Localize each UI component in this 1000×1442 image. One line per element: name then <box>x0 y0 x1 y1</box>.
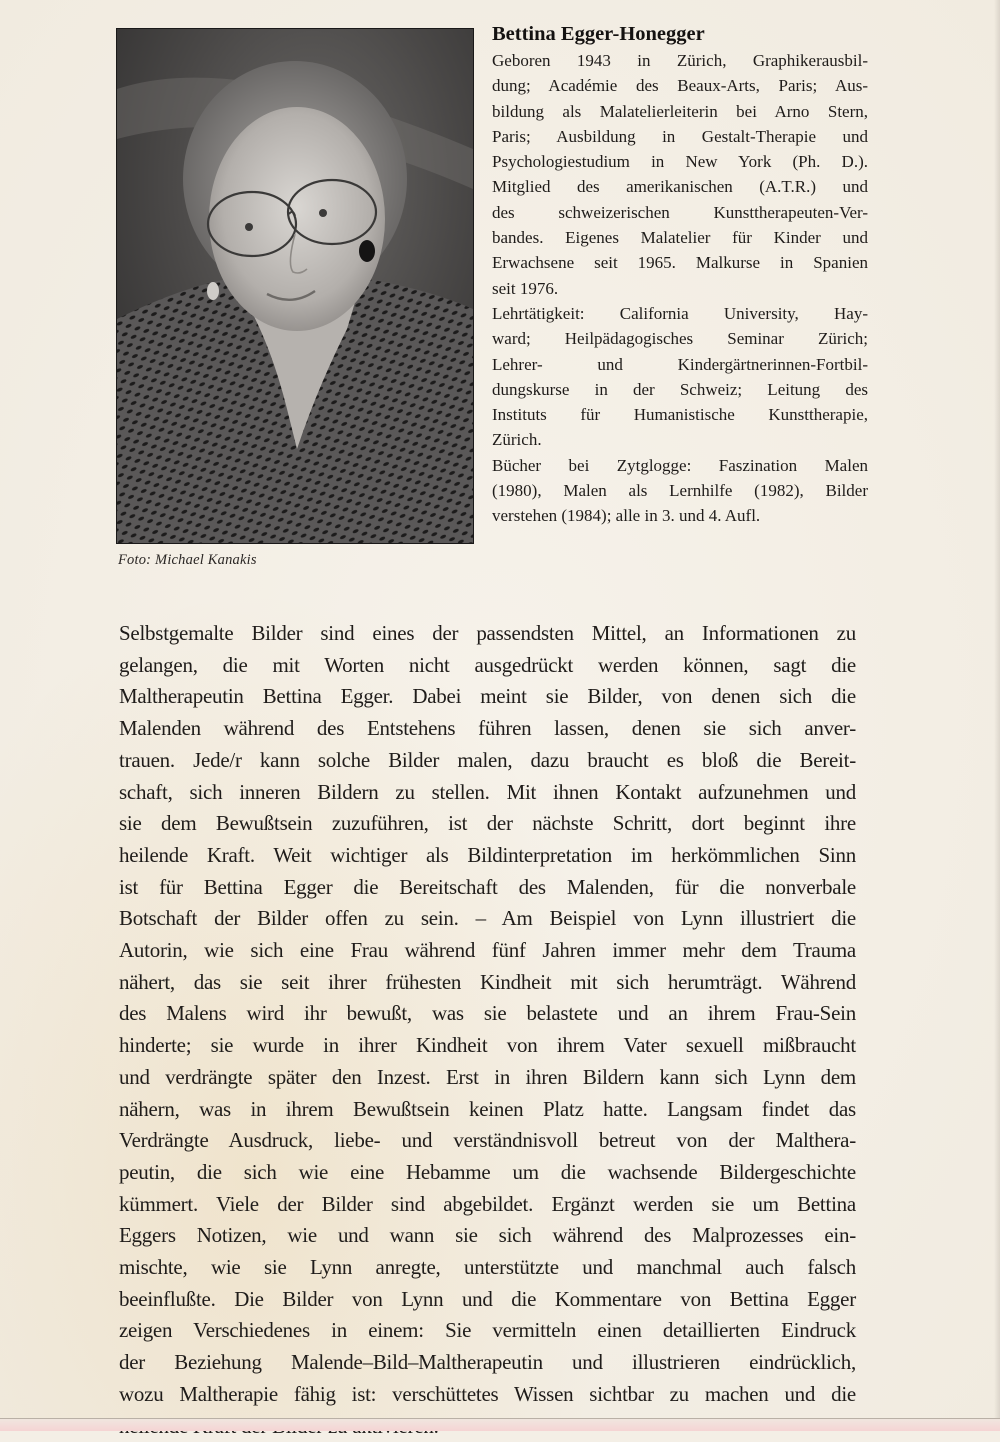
blurb-line: mischte, wie sie Lynn anregte, unterstützte und manchmal auch falsch <box>119 1255 856 1280</box>
blurb-line: Eggers Notizen, wie und wann sie sich während des Malprozesses ein- <box>119 1223 856 1248</box>
blurb-line: trauen. Jede/r kann solche Bilder malen, dazu braucht es bloß die Bereit- <box>119 747 856 772</box>
bio-line: verstehen (1984); alle in 3. und 4. Aufl. <box>492 506 761 526</box>
bio-line: dung; Académie des Beaux-Arts, Paris; Aus- <box>492 76 868 96</box>
cover-edge-shadow <box>994 0 1000 1431</box>
blurb-line: Botschaft der Bilder offen zu sein. – Am Beispiel von Lynn illustriert die <box>119 906 856 931</box>
photo-credit: Foto: Michael Kanakis <box>118 552 257 568</box>
blurb-line: schaft, sich inneren Bildern zu stellen. Mit ihnen Kontakt aufzunehmen und <box>119 779 856 804</box>
blurb-line: kümmert. Viele der Bilder sind abgebildet. Ergänzt werden sie um Bettina <box>119 1191 856 1216</box>
cover-bottom-edge <box>0 1418 1000 1431</box>
bio-line: bandes. Eigenes Malatelier für Kinder und <box>492 228 868 248</box>
blurb-line: Autorin, wie sich eine Frau während fünf Jahren immer mehr dem Trauma <box>119 938 856 963</box>
bio-line: Mitglied des amerikanischen (A.T.R.) und <box>492 177 868 197</box>
bio-line: Geboren 1943 in Zürich, Graphikerausbil- <box>492 51 868 70</box>
book-blurb <box>119 618 856 1442</box>
author-name: Bettina Egger-Honegger <box>492 23 705 45</box>
blurb-line: ist für Bettina Egger die Bereitschaft des Malenden, für die nonverbale <box>119 874 856 899</box>
blurb-line: nähert, das sie seit ihrer frühesten Kindheit mit sich herumträgt. Während <box>119 969 856 994</box>
bio-line: bildung als Malatelierleiterin bei Arno Stern, <box>492 101 868 121</box>
blurb-line: des Malens wird ihr bewußt, was sie belastete und an ihrem Frau-Sein <box>119 1001 856 1026</box>
bio-line: Lehrtätigkeit: California University, Hay- <box>492 303 868 323</box>
bio-line: Erwachsene seit 1965. Malkurse in Spanien <box>492 253 868 273</box>
blurb-line: gelangen, die mit Worten nicht ausgedrückt werden können, sagt die <box>119 652 856 677</box>
blurb-line: und verdrängte später den Inzest. Erst in ihren Bildern kann sich Lynn dem <box>119 1064 856 1089</box>
bio-line: Lehrer- und Kindergärtnerinnen-Fortbil- <box>492 354 868 374</box>
bio-line: Zürich. <box>492 430 542 450</box>
blurb-line: zeigen Verschiedenes in einem: Sie vermitteln einen detaillierten Eindruck <box>119 1318 856 1343</box>
blurb-line: der Beziehung Malende–Bild–Maltherapeutin und illustrieren eindrücklich, <box>119 1350 856 1375</box>
blurb-line: hinderte; sie wurde in ihrer Kindheit von ihrem Vater sexuell mißbraucht <box>119 1033 856 1058</box>
portrait-image <box>117 29 473 543</box>
blurb-line: peutin, die sich wie eine Hebamme um die wachsende Bildergeschichte <box>119 1159 856 1184</box>
blurb-line: sie dem Bewußtsein zuzuführen, ist der nächste Schritt, dort beginnt ihre <box>119 811 856 836</box>
blurb-line: Malenden während des Entstehens führen lassen, denen sie sich anver- <box>119 716 856 741</box>
bio-line: des schweizerischen Kunsttherapeuten-Ver- <box>492 202 868 222</box>
blurb-line: Maltherapeutin Bettina Egger. Dabei meint sie Bilder, von denen sich die <box>119 684 856 709</box>
bio-line: seit 1976. <box>492 278 559 298</box>
bio-line: Instituts für Humanistische Kunsttherapie, <box>492 405 868 425</box>
bio-line: dungskurse in der Schweiz; Leitung des <box>492 379 868 399</box>
blurb-line: beeinflußte. Die Bilder von Lynn und die Kommentare von Bettina Egger <box>119 1286 856 1311</box>
blurb-line: nähern, was in ihrem Bewußtsein keinen Platz hatte. Langsam findet das <box>119 1096 856 1121</box>
author-portrait-photo <box>116 28 474 544</box>
author-bio <box>492 22 868 529</box>
bio-line: Paris; Ausbildung in Gestalt-Therapie und <box>492 126 868 146</box>
blurb-line: wozu Maltherapie fähig ist: verschüttetes Wissen sichtbar zu machen und die <box>119 1381 856 1406</box>
bio-line: (1980), Malen als Lernhilfe (1982), Bilder <box>492 481 868 501</box>
author-bio-text <box>492 48 868 529</box>
blurb-line: Verdrängte Ausdruck, liebe- und verständnisvoll betreut von der Malthera- <box>119 1128 856 1153</box>
blurb-line: heilende Kraft. Weit wichtiger als Bildinterpretation im herkömmlichen Sinn <box>119 842 856 867</box>
bio-line: ward; Heilpädagogisches Seminar Zürich; <box>492 329 868 349</box>
bio-line: Bücher bei Zytglogge: Faszination Malen <box>492 455 868 475</box>
blurb-line: Selbstgemalte Bilder sind eines der passendsten Mittel, an Informationen zu <box>119 621 856 645</box>
bio-line: Psychologiestudium in New York (Ph. D.). <box>492 152 868 172</box>
